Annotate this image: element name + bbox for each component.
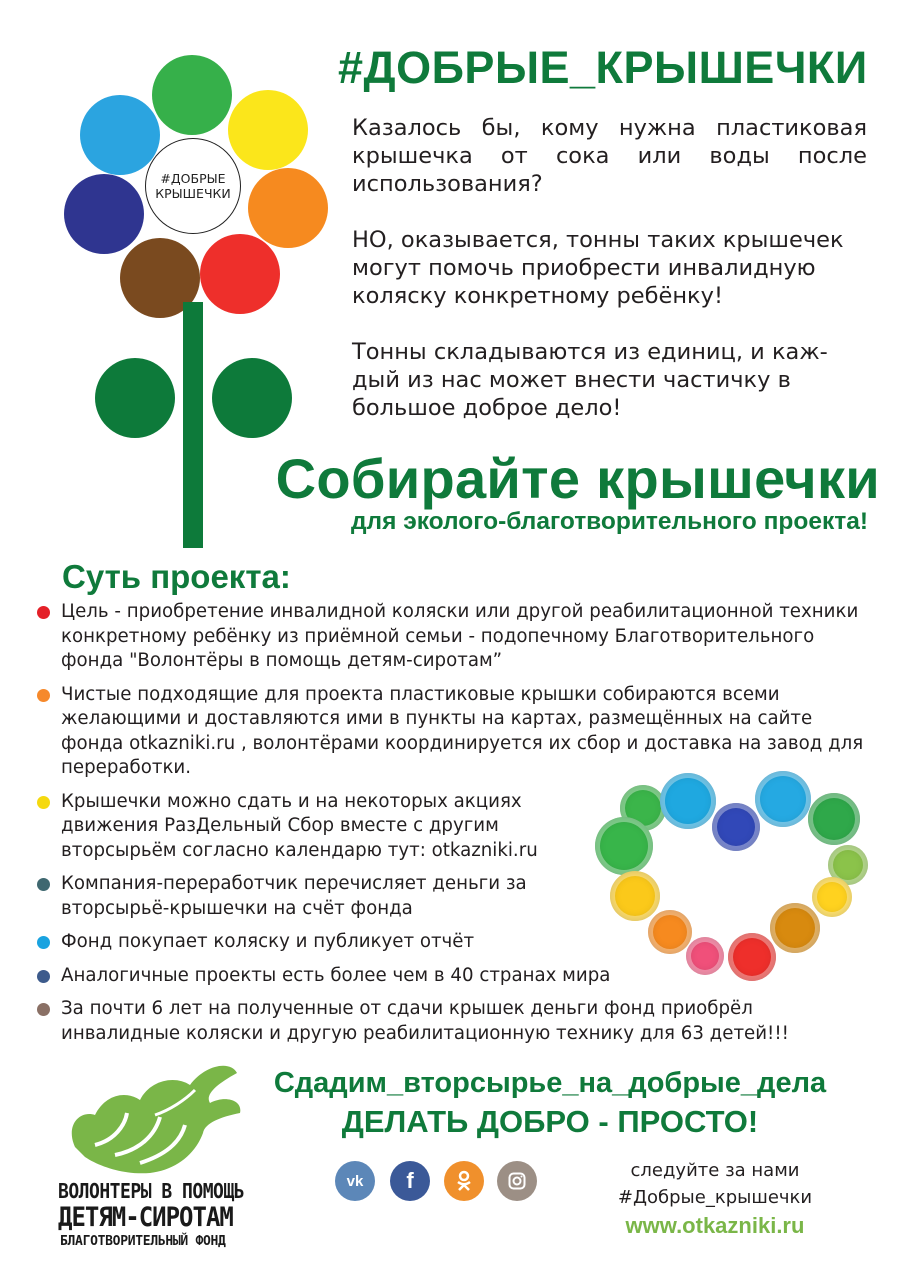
list-item-text: Чистые подходящие для проекта пластиковые крышки собираются всеми желающими и доставляются ими в пункты на картах, размещённых на сайте фонда otkazniki.ru , волонтёрами координируется их сбор и доставка на завод для переработки.	[61, 683, 864, 778]
list-item-text: Аналогичные проекты есть более чем в 40 странах мира	[61, 964, 611, 986]
slogan-main: ДЕЛАТЬ ДОБРО - ПРОСТО!	[341, 1104, 759, 1139]
right-leaf	[212, 358, 292, 438]
red-cap	[728, 933, 776, 981]
intro-paragraph-2: НО, оказывается, тонны таких крышечек могут помочь приобрести инвалидную коляску конкретному ребёнку!	[352, 227, 844, 309]
hashtag-text: #Добрые_крышечки	[617, 1187, 813, 1208]
yellow-cap	[610, 871, 660, 921]
orange-cap	[648, 910, 692, 954]
list-item	[34, 964, 654, 989]
vk-icon-label: vk	[346, 1172, 364, 1190]
collect-caps-subtitle: для эколого-благотворительного проекта!	[350, 508, 868, 535]
facebook-icon[interactable]	[390, 1161, 430, 1201]
list-item	[34, 930, 574, 955]
brown-bullet-icon	[37, 1003, 50, 1016]
vk-icon[interactable]	[335, 1161, 375, 1201]
navy-cap	[64, 174, 144, 254]
teal-bullet-icon	[37, 878, 50, 891]
instagram-glyph-icon	[508, 1172, 526, 1190]
list-item	[34, 872, 574, 921]
yellow-bullet-icon	[37, 796, 50, 809]
facebook-icon-label: f	[406, 1168, 414, 1193]
org-name-line3: БЛАГОТВОРИТЕЛЬНЫЙ ФОНД	[60, 1234, 226, 1249]
red-cap	[200, 234, 280, 314]
list-item	[34, 790, 574, 864]
green-cap	[152, 55, 232, 135]
left-leaf	[95, 358, 175, 438]
orange-bullet-icon	[37, 689, 50, 702]
collect-caps-title: Собирайте крышечки	[275, 447, 880, 510]
blue-cap	[80, 95, 160, 175]
intro-paragraph-1: Казалось бы, кому нужна пластиковая крышечка от сока или воды после использования?	[352, 115, 867, 197]
flower-center-label: #ДОБРЫЕ КРЫШЕЧКИ	[145, 138, 241, 234]
pink-cap	[686, 937, 724, 975]
list-item-text: Фонд покупает коляску и публикует отчёт	[61, 931, 475, 952]
caps-heart-image	[590, 765, 880, 995]
instagram-icon[interactable]	[497, 1161, 537, 1201]
list-item	[34, 600, 864, 674]
essence-title: Суть проекта:	[62, 558, 291, 595]
org-name-line2: ДЕТЯМ-СИРОТАМ	[58, 1201, 233, 1233]
green-cap	[595, 817, 653, 875]
green-cap	[808, 793, 860, 845]
navy-cap	[712, 803, 760, 851]
yellow-cap	[812, 877, 852, 917]
navy-bullet-icon	[37, 970, 50, 983]
yellow-cap	[228, 90, 308, 170]
red-bullet-icon	[37, 606, 50, 619]
flower-stem	[183, 302, 203, 548]
orange-cap	[248, 168, 328, 248]
amber-cap	[770, 903, 820, 953]
list-item-text: Крышечки можно сдать и на некоторых акциях движения РазДельный Сбор вместе с другим вторсырьём согласно календарю тут: otkazniki.ru	[61, 790, 538, 861]
odnoklassniki-icon[interactable]	[444, 1161, 484, 1201]
org-name-line1: ВОЛОНТЕРЫ В ПОМОЩЬ	[58, 1179, 245, 1204]
follow-us-text: следуйте за нами	[630, 1160, 800, 1181]
list-item	[34, 997, 864, 1046]
blue-bullet-icon	[37, 936, 50, 949]
intro-paragraph-3: Тонны складываются из единиц, и каж-дый из нас может внести частичку в большое доброе дело!	[352, 339, 828, 421]
blue-cap	[660, 773, 716, 829]
list-item-text: Компания-переработчик перечисляет деньги за вторсырьё-крышечки на счёт фонда	[61, 873, 527, 919]
website-link[interactable]: www.otkazniki.ru	[625, 1213, 805, 1238]
slogan-hashtag: Сдадим_вторсырье_на_добрые_дела	[273, 1067, 827, 1099]
list-item-text: За почти 6 лет на полученные от сдачи крышек деньги фонд приобрёл инвалидные коляски и другую реабилитационную технику для 63 детей!!!	[61, 998, 789, 1044]
blue-cap	[755, 771, 811, 827]
hand-logo-icon	[55, 1055, 250, 1195]
odnoklassniki-glyph-icon	[455, 1170, 473, 1192]
hashtag-title: #ДОБРЫЕ_КРЫШЕЧКИ	[338, 42, 868, 93]
list-item-text: Цель - приобретение инвалидной коляски или другой реабилитационной техники конкретному ребёнку из приёмной семьи - подопечному Благотворительного фонда "Волонтёры в помощь детям-сиротам”	[61, 601, 859, 671]
